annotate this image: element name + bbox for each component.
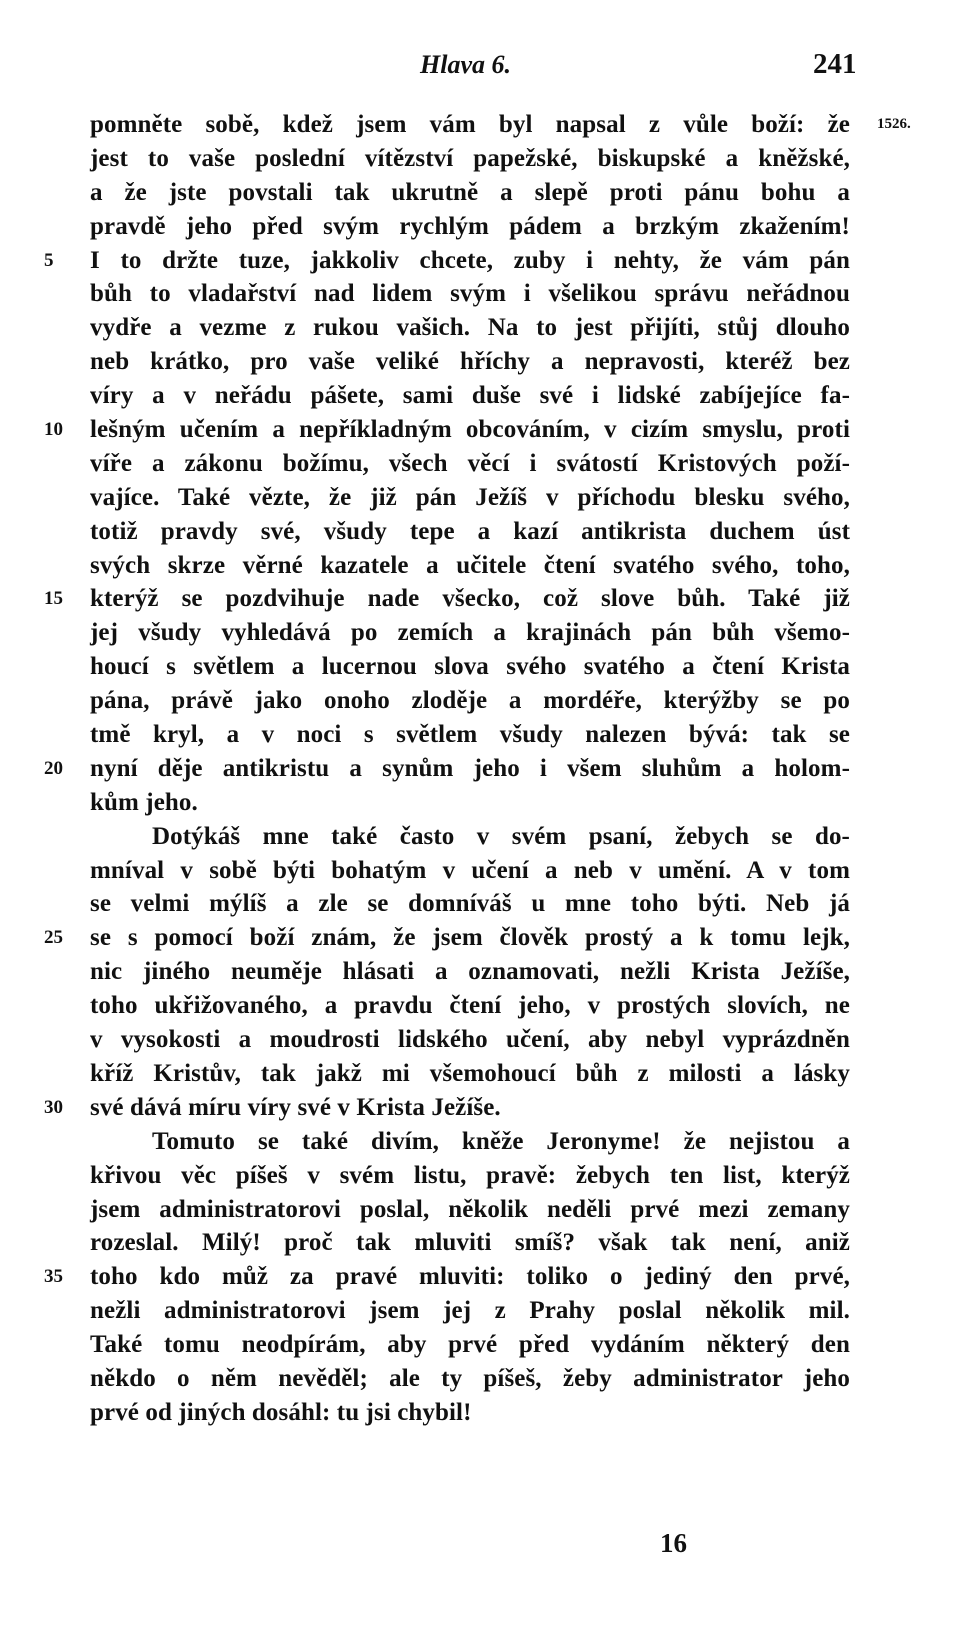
line-text: pravdě jeho před svým rychlým pádem a brzkým zkažením!: [90, 212, 850, 240]
running-head: [0, 42, 960, 82]
text-line: [0, 447, 960, 481]
text-line: [0, 277, 960, 311]
line-text: houcí s světlem a lucernou slova svého svatého a čtení Krista: [90, 653, 850, 681]
body-text: [0, 108, 960, 1430]
line-text: víře a zákonu božímu, všech věcí i svátostí Kristových poží-: [90, 449, 850, 477]
line-text: svých skrze věrné kazatele a učitele čtení svatého svého, toho,: [90, 551, 850, 579]
text-line: [0, 481, 960, 515]
text-line: [0, 718, 960, 752]
line-text: kům jeho.: [90, 788, 198, 816]
text-line: [0, 820, 960, 854]
text-line: [0, 345, 960, 379]
text-line: [0, 752, 960, 786]
line-text: jsem administratorovi poslal, několik neděli prvé mezi zemany: [90, 1195, 850, 1223]
text-line: [0, 1091, 960, 1125]
line-text: kterýž se pozdvihuje nade všecko, což slove bůh. Také již: [90, 585, 850, 613]
line-text: své dává míru víry své v Krista Ježíše.: [90, 1093, 501, 1121]
text-line: [0, 413, 960, 447]
line-text: pomněte sobě, kdež jsem vám byl napsal z vůle boží: že: [90, 111, 850, 138]
line-number: 25: [44, 927, 63, 949]
text-line: [0, 1159, 960, 1193]
line-text: totiž pravdy své, všudy tepe a kazí antikrista duchem úst: [90, 517, 850, 545]
text-line: [0, 1294, 960, 1328]
line-number: 30: [44, 1096, 63, 1118]
line-number: 5: [44, 249, 54, 271]
line-text: mníval v sobě býti bohatým v učení a neb v umění. A v tom: [90, 856, 850, 884]
text-line: [0, 1362, 960, 1396]
text-line: [0, 786, 960, 820]
line-text: vydře a vezme z rukou vašich. Na to jest přijíti, stůj dlouho: [90, 314, 850, 342]
signature-mark: 16: [660, 1528, 687, 1558]
text-line: [0, 650, 960, 684]
line-text: rozeslal. Milý! proč tak mluviti smíš? však tak není, aniž: [90, 1229, 850, 1257]
text-line: [0, 1023, 960, 1057]
text-line: [0, 616, 960, 650]
line-text: a že jste povstali tak ukrutně a slepě proti pánu bohu a: [90, 178, 850, 206]
text-line: [0, 1193, 960, 1227]
line-text: bůh to vladařství nad lidem svým i všelikou správu neřádnou: [90, 280, 850, 308]
text-line: [0, 515, 960, 549]
text-line: [0, 379, 960, 413]
text-line: [0, 244, 960, 278]
line-text: lešným učením a nepříkladným obcováním, v cizím smyslu, proti: [90, 416, 850, 444]
line-text: nic jiného neuměje hlásati a oznamovati, nežli Krista Ježíše,: [90, 958, 850, 986]
text-line: [0, 684, 960, 718]
line-text: pána, právě jako onoho zloděje a mordéře, kterýžby se po: [90, 687, 850, 715]
text-line: [0, 921, 960, 955]
text-line: [0, 1260, 960, 1294]
line-text: kříž Kristův, tak jakž mi všemohoucí bůh z milosti a lásky: [90, 1059, 850, 1087]
line-text: vajíce. Také vězte, že již pán Ježíš v příchodu blesku svého,: [90, 483, 850, 511]
line-number: 15: [44, 588, 63, 610]
text-line: [0, 955, 960, 989]
line-text: nyní děje antikristu a synům jeho i všem sluhům a holom-: [90, 754, 850, 782]
text-line: [0, 582, 960, 616]
line-text: někdo o něm nevěděl; ale ty píšeš, žeby administrator jeho: [90, 1364, 850, 1392]
text-line: [0, 176, 960, 210]
text-line: [0, 549, 960, 583]
line-text: toho kdo můž za pravé mluviti: toliko o jediný den prvé,: [90, 1263, 850, 1291]
line-text: křivou věc píšeš v svém listu, pravě: žebych ten list, kterýž: [90, 1161, 850, 1189]
line-text: nežli administratorovi jsem jej z Prahy poslal několik mil.: [90, 1297, 850, 1325]
text-line: [0, 1328, 960, 1362]
line-text: jest to vaše poslední vítězství papežské, biskupské a kněžské,: [90, 144, 850, 172]
line-text: prvé od jiných dosáhl: tu jsi chybil!: [90, 1398, 472, 1426]
text-line: [0, 1057, 960, 1091]
line-text: se s pomocí boží znám, že jsem člověk prostý a k tomu lejk,: [90, 924, 850, 952]
text-line: [0, 989, 960, 1023]
line-text: se velmi mýlíš a zle se domníváš u mne toho býti. Neb já: [90, 890, 850, 918]
line-text: Tomuto se také divím, kněže Jeronyme! že nejistou a: [152, 1127, 850, 1155]
line-text: toho ukřižovaného, a pravdu čtení jeho, v prostých slovích, ne: [90, 992, 850, 1020]
text-line: [0, 1125, 960, 1159]
text-line: [0, 1226, 960, 1260]
margin-year-note: 1526.: [877, 116, 911, 132]
text-line: [0, 108, 960, 142]
line-text: neb krátko, pro vaše veliké hříchy a nepravosti, kteréž bez: [90, 348, 850, 376]
running-title: Hlava 6.: [420, 50, 511, 79]
line-text: Také tomu neodpírám, aby prvé před vydáním některý den: [90, 1331, 850, 1359]
page-number: 241: [813, 48, 857, 80]
line-number: 20: [44, 757, 63, 779]
text-line: [0, 1396, 960, 1430]
text-line: [0, 887, 960, 921]
line-text: I to držte tuze, jakkoliv chcete, zuby i nehty, že vám pán: [90, 246, 850, 274]
line-number: 10: [44, 419, 63, 441]
line-text: Dotýkáš mne také často v svém psaní, žebych se do-: [152, 822, 850, 850]
line-number: 35: [44, 1266, 63, 1288]
line-text: víry a v neřádu pášete, sami duše své i lidské zabíjejíce fa-: [90, 382, 850, 410]
line-text: jej všudy vyhledává po zemích a krajinách pán bůh všemo-: [90, 619, 850, 647]
text-line: [0, 311, 960, 345]
text-line: [0, 142, 960, 176]
text-line: [0, 210, 960, 244]
text-line: [0, 854, 960, 888]
line-text: v vysokosti a moudrosti lidského učení, aby nebyl vyprázdněn: [90, 1026, 850, 1054]
line-text: tmě kryl, a v noci s světlem všudy nalezen bývá: tak se: [90, 721, 850, 749]
